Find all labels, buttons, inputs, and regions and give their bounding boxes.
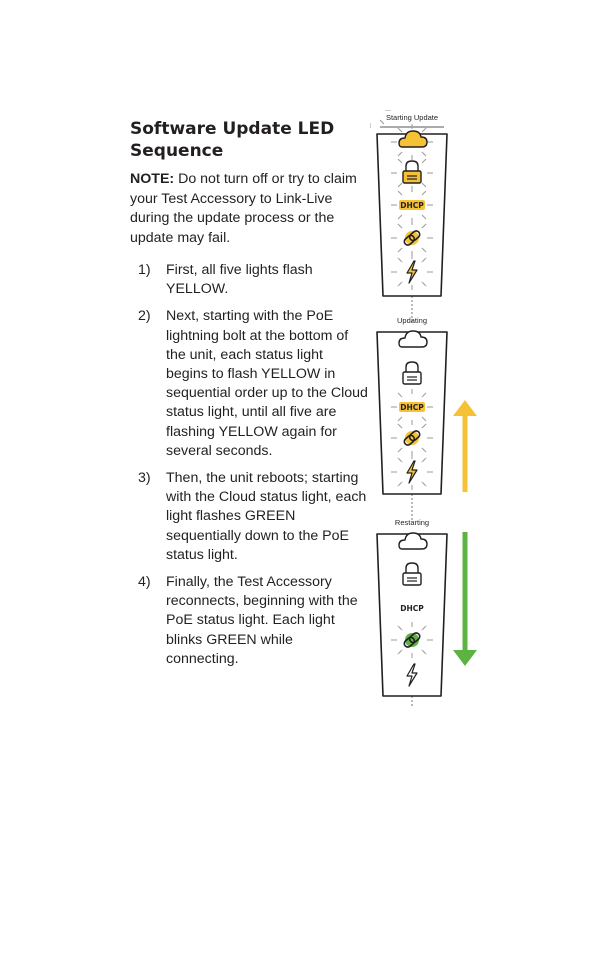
step-number: 3): [138, 470, 151, 487]
cloud-icon: [399, 533, 427, 549]
cloud-icon: [399, 331, 427, 347]
arrow-up-icon: [453, 400, 477, 492]
panel-starting-update: [370, 110, 447, 296]
step-text: Finally, the Test Accessory reconnects, beginning with the PoE status light. Each light blinks GREEN while connecting.: [166, 574, 358, 667]
lightning-icon: [407, 664, 417, 686]
panel-label: Restarting: [394, 518, 430, 527]
panel-restarting: [377, 518, 447, 696]
steps-list: [138, 261, 368, 677]
svg-text:DHCP: DHCP: [400, 403, 424, 412]
note-label: NOTE:: [130, 171, 175, 187]
step-text: Then, the unit reboots; starting with the Cloud status light, each light flashes GREEN sequentially down to the PoE status light.: [166, 470, 367, 563]
step-text: First, all five lights flash YELLOW.: [166, 262, 313, 298]
step-item: [138, 307, 368, 461]
lock-icon: [403, 563, 421, 585]
dhcp-icon: [400, 604, 424, 613]
step-item: [138, 469, 368, 565]
lightning-icon: [407, 461, 417, 483]
step-text: Next, starting with the PoE lightning bolt at the bottom of the unit, each status light begins to flash YELLOW in sequential order up to the Cloud status light, until all five are flashing YELLOW again for several seconds.: [166, 308, 368, 459]
svg-text:DHCP: DHCP: [400, 604, 424, 613]
arrow-down-icon: [453, 532, 477, 666]
note-paragraph: [130, 170, 362, 248]
svg-text:DHCP: DHCP: [400, 201, 424, 210]
lock-icon: [403, 362, 421, 384]
step-item: [138, 573, 368, 669]
step-number: 1): [138, 262, 151, 278]
panel-updating: [377, 316, 447, 494]
dhcp-icon: [399, 200, 425, 210]
step-number: 2): [138, 308, 151, 325]
dhcp-icon: [399, 402, 425, 412]
panel-label: Starting Update: [385, 113, 439, 122]
lock-icon: [403, 161, 421, 183]
lightning-icon: [407, 261, 417, 283]
panel-label: Updating: [396, 316, 428, 325]
step-item: [138, 261, 368, 299]
note-text: Do not turn off or try to claim your Test Accessory to Link-Live during the update process or the update may fail.: [130, 171, 357, 246]
page-title: Software Update LED Sequence: [130, 119, 335, 161]
led-sequence-diagram: [370, 110, 490, 710]
step-number: 4): [138, 574, 151, 591]
